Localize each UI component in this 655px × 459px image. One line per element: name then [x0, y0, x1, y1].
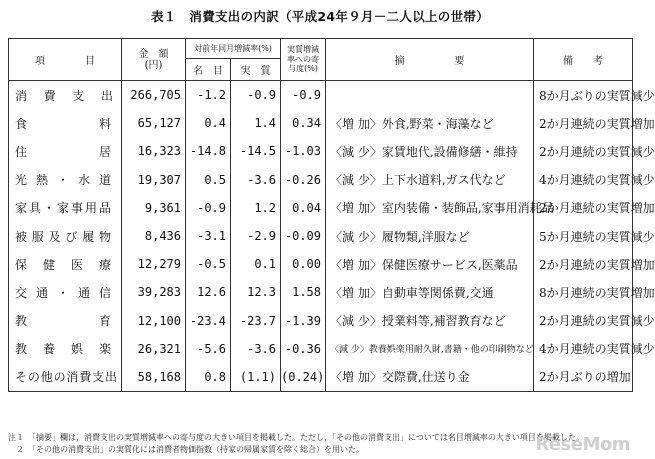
nominal-cell: 0.4 — [186, 109, 231, 137]
contribution-cell: (0.24) — [281, 363, 326, 392]
table-row — [9, 137, 633, 165]
remarks-cell: 2か月連続の実質増加 — [534, 194, 633, 222]
summary-cell: 〈減 少〉家賃地代,設備修繕・維持 — [326, 137, 534, 165]
remarks-cell: 2か月連続の実質減少 — [534, 137, 633, 165]
item-cell: 被服及び履物 — [9, 222, 122, 250]
summary-cell: 〈減 少〉履物類,洋服など — [326, 222, 534, 250]
amount-cell: 26,321 — [122, 335, 186, 363]
table-row — [9, 278, 633, 306]
real-cell: -23.7 — [231, 307, 281, 335]
remarks-cell: 8か月ぶりの実質減少 — [534, 81, 633, 110]
contribution-cell: -0.26 — [281, 166, 326, 194]
table-title: 表１ 消費支出の内訳（平成24年９月－二人以上の世帯） — [151, 9, 489, 24]
contribution-cell: 0.00 — [281, 250, 326, 278]
nominal-cell: 0.8 — [186, 363, 231, 392]
nominal-cell: -3.1 — [186, 222, 231, 250]
remarks-cell: 5か月連続の実質減少 — [534, 222, 633, 250]
remarks-cell: 2か月ぶりの増加 — [534, 363, 633, 392]
header-real: 実 質 — [231, 59, 281, 81]
amount-cell: 39,283 — [122, 278, 186, 306]
footnote-mark: 注１ — [8, 433, 24, 442]
header-nominal: 名 目 — [186, 59, 231, 81]
contribution-cell: -0.9 — [281, 81, 326, 110]
remarks-cell: 2か月連続の実質増加 — [534, 109, 633, 137]
contribution-cell: 1.58 — [281, 278, 326, 306]
table-body — [9, 81, 655, 392]
nominal-cell: -14.8 — [186, 137, 231, 165]
table-row — [9, 250, 633, 278]
item-cell: 光熱・水道 — [9, 166, 122, 194]
item-cell: 交通・通信 — [9, 278, 122, 306]
item-cell: 教育 — [9, 307, 122, 335]
real-cell: -3.6 — [231, 335, 281, 363]
contribution-cell: 0.34 — [281, 109, 326, 137]
footnote-text: 「摘要」欄は，消費支出の実質増減率への寄与度の大きい項目を掲載した。ただし，「その他の消費支出」については名目増減率の大きい項目を掲載した。 — [28, 433, 584, 442]
item-cell: 家具・家事用品 — [9, 194, 122, 222]
remarks-cell: 2か月連続の実質増加 — [534, 250, 633, 278]
amount-cell: 16,323 — [122, 137, 186, 165]
nominal-cell: -5.6 — [186, 335, 231, 363]
table-row — [9, 166, 633, 194]
real-cell: 1.2 — [231, 194, 281, 222]
header-yoy-group: 対前年同月増減率(%) — [186, 39, 281, 59]
contribution-cell: -0.36 — [281, 335, 326, 363]
header-contribution: 実質増減率への寄与度(%) — [281, 39, 326, 81]
summary-cell: 〈増 加〉交際費,仕送り金 — [326, 363, 534, 392]
footnote-mark: ２ — [16, 445, 24, 454]
summary-cell: 〈増 加〉自動車等関係費,交通 — [326, 278, 534, 306]
summary-cell: 〈増 加〉室内装備・装飾品,家事用消耗品 — [326, 194, 534, 222]
amount-cell: 266,705 — [122, 81, 186, 110]
table-row — [9, 194, 633, 222]
table-row — [9, 335, 633, 363]
contribution-cell: -0.09 — [281, 222, 326, 250]
header-amount — [122, 39, 186, 81]
table-row — [9, 307, 633, 335]
header-item: 項 目 — [9, 39, 122, 81]
nominal-cell: -0.5 — [186, 250, 231, 278]
amount-cell: 9,361 — [122, 194, 186, 222]
table-row — [9, 109, 633, 137]
real-cell: -0.9 — [231, 81, 281, 110]
real-cell: 12.3 — [231, 278, 281, 306]
amount-cell: 12,279 — [122, 250, 186, 278]
header-amount-label: 金 額 — [138, 48, 169, 60]
nominal-cell: -23.4 — [186, 307, 231, 335]
table-row — [9, 81, 633, 110]
summary-cell: 〈増 加〉保健医療サービス,医薬品 — [326, 250, 534, 278]
table-row — [9, 363, 633, 392]
nominal-cell: -1.2 — [186, 81, 231, 110]
remarks-cell: 2か月連続の実質減少 — [534, 307, 633, 335]
amount-cell: 65,127 — [122, 109, 186, 137]
expenditure-table — [8, 38, 655, 392]
summary-cell: 〈減 少〉教養娯楽用耐久財,書籍・他の印刷物など — [326, 335, 534, 363]
amount-cell: 19,307 — [122, 166, 186, 194]
summary-cell: 〈減 少〉上下水道料,ガス代など — [326, 166, 534, 194]
resemom-logo: ReseMom — [535, 434, 630, 455]
amount-cell: 8,436 — [122, 222, 186, 250]
real-cell: 0.1 — [231, 250, 281, 278]
amount-cell: 12,100 — [122, 307, 186, 335]
table-row — [9, 222, 633, 250]
contribution-cell: -1.03 — [281, 137, 326, 165]
real-cell: 1.4 — [231, 109, 281, 137]
remarks-cell: 4か月連続の実質減少 — [534, 335, 633, 363]
nominal-cell: -0.9 — [186, 194, 231, 222]
item-cell: 住居 — [9, 137, 122, 165]
real-cell: (1.1) — [231, 363, 281, 392]
remarks-cell: 8か月連続の実質増加 — [534, 278, 633, 306]
contribution-cell: -1.39 — [281, 307, 326, 335]
header-summary: 摘 要 — [326, 39, 534, 81]
item-cell: 保健医療 — [9, 250, 122, 278]
summary-cell: 〈減 少〉授業料等,補習教育など — [326, 307, 534, 335]
nominal-cell: 12.6 — [186, 278, 231, 306]
remarks-cell: 4か月連続の実質減少 — [534, 166, 633, 194]
summary-cell — [326, 81, 534, 110]
real-cell: -2.9 — [231, 222, 281, 250]
summary-cell: 〈増 加〉外食,野菜・海藻など — [326, 109, 534, 137]
header-remarks: 備 考 — [534, 39, 633, 81]
contribution-cell: 0.04 — [281, 194, 326, 222]
amount-cell: 58,168 — [122, 363, 186, 392]
item-cell: 消費支出 — [9, 81, 122, 110]
item-cell: 教養娯楽 — [9, 335, 122, 363]
nominal-cell: 0.5 — [186, 166, 231, 194]
real-cell: -14.5 — [231, 137, 281, 165]
header-amount-unit: (円) — [144, 59, 163, 71]
footnote-text: 「その他の消費支出」の実質化には消費者物価指数（持家の帰属家賃を除く総合）を用いた。 — [28, 445, 364, 454]
item-cell: 食料 — [9, 109, 122, 137]
real-cell: -3.6 — [231, 166, 281, 194]
item-cell: その他の消費支出 — [9, 363, 122, 392]
